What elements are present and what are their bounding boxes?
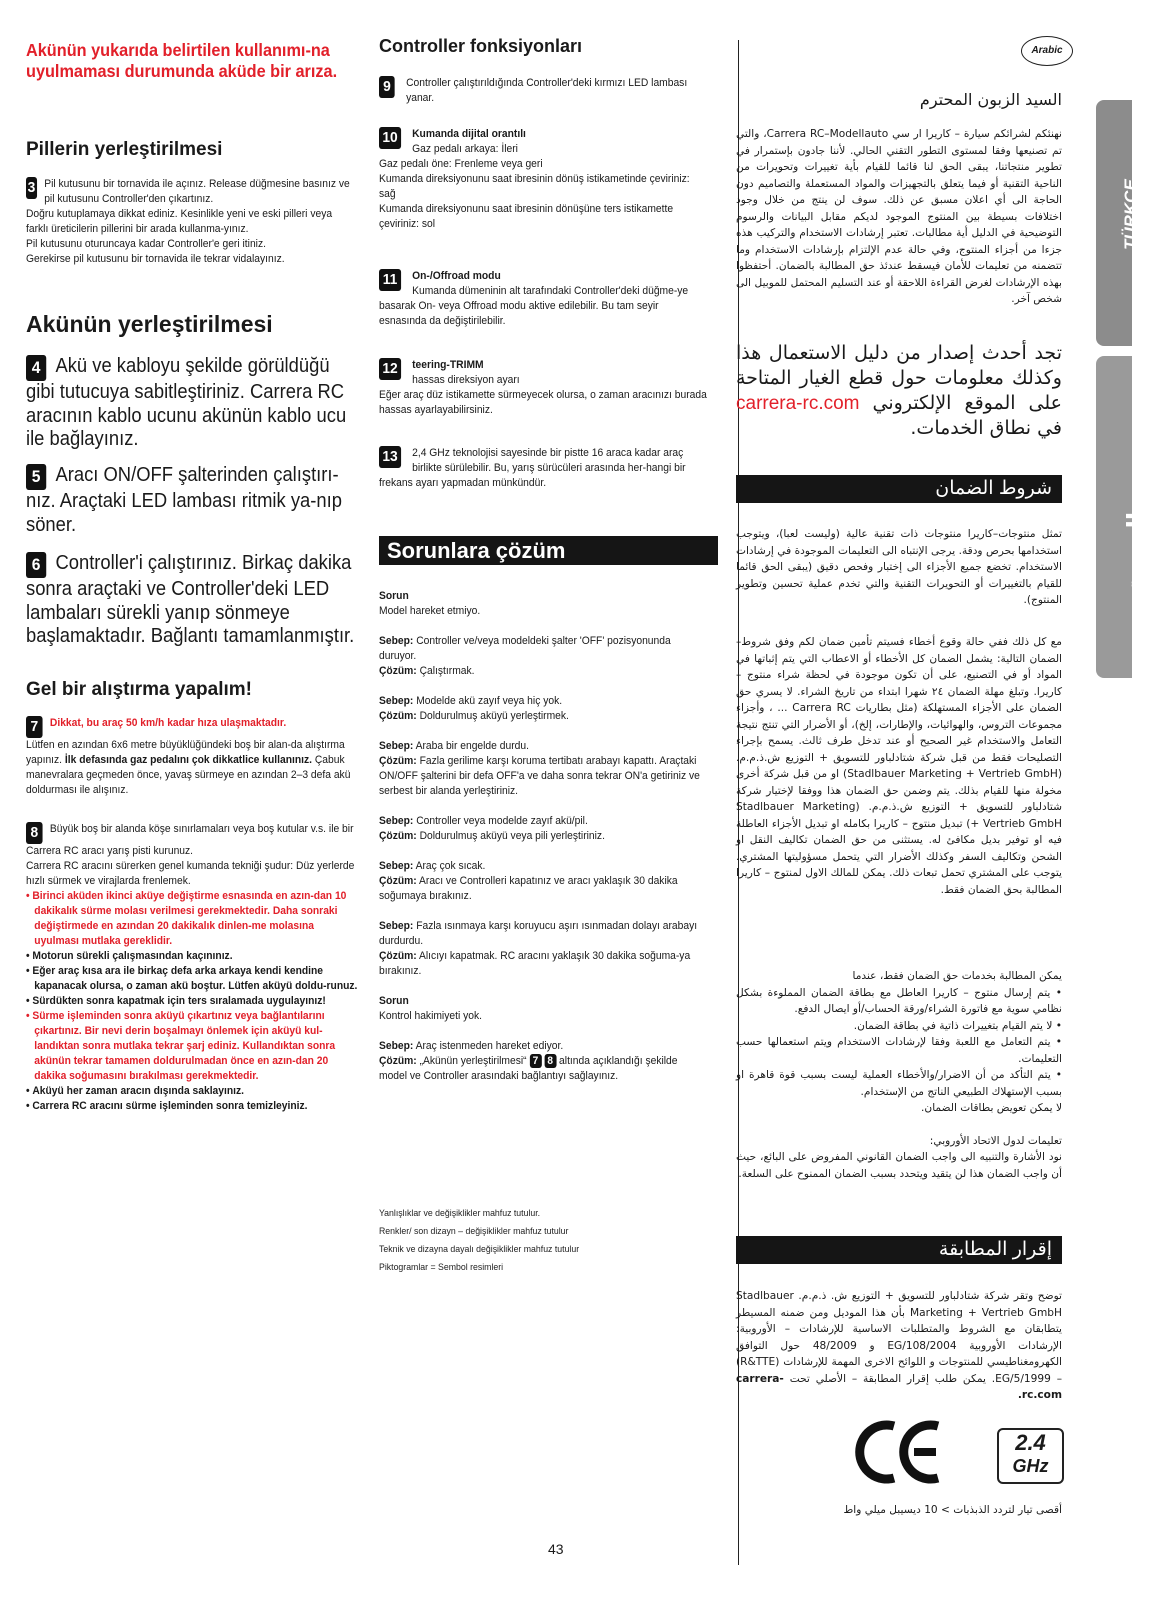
step-12-title: teering-TRIMM bbox=[412, 359, 484, 371]
cause-text: Controller ve/veya modeldeki şalter 'OFF' pozisyonunda duruyor. bbox=[379, 635, 671, 662]
step-5-text: Aracı ON/OFF şalterinden çalıştırı-nız. Araçtaki LED lambası ritmik ya-nıp söner. bbox=[26, 464, 342, 536]
problem-2-text: Kontrol hakimiyeti yok. bbox=[379, 1010, 482, 1022]
step-13-text: 2,4 GHz teknolojisi sayesinde bir pistte 16 araca kadar araç birlikte sürülebilir. Bu, yarış sürücüleri arasında her-hangi bir frekans ayarı yapmadan münkündür. bbox=[379, 447, 686, 489]
warranty-conditions bbox=[736, 968, 1062, 1182]
driving-rule-item: • Motorun sürekli çalışmasından kaçınınız. bbox=[26, 949, 359, 964]
cause-text: Araba bir engelde durdu. bbox=[415, 740, 529, 752]
language-badge: Arabic bbox=[1021, 36, 1073, 66]
solution-text: Doldurulmuş aküyü yerleştirmek. bbox=[419, 710, 569, 722]
last-cause-text: Araç istenmeden hareket ediyor. bbox=[415, 1040, 564, 1052]
manual-info-text: تجد أحدث إصدار من دليل الاستعمال هذا وكذلك معلومات حول قطع الغيار المتاحة على الموقع الإلكتروني bbox=[736, 342, 1062, 414]
warranty-conditions-list bbox=[736, 985, 1062, 1101]
warranty-conditions-intro: يمكن المطالبة بخدمات حق الضمان فقط، عندما bbox=[852, 970, 1062, 982]
solution-label: Çözüm: bbox=[379, 950, 417, 962]
step-3-badge: 3 bbox=[26, 177, 37, 199]
step-13-badge: 13 bbox=[379, 446, 401, 468]
cause-solution-entry bbox=[379, 739, 708, 799]
step-3-line-3: Pil kutusunu oturuncaya kadar Controller'e geri itiniz. bbox=[26, 238, 266, 250]
inline-badge-7: 7 bbox=[529, 1054, 541, 1068]
driving-rule-item: • Sürme işleminden sonra aküyü çıkartınız veya bağlantılarını çıkartınız. Bir nevi derin boşalmayı önlemek için aküyü kul-landıktan sonra mutlaka tekrar şarj ediniz. Kullandıktan sonra akünün tekrar tamamen doldurulmadan önce en azın-dan 20 dakika soğumasını bırakılması gerekmektedir. bbox=[26, 1009, 359, 1084]
step-7-text-2: Çabuk manevralara geçmeden önce, yavaş sürmeye en azından 2–3 defa akü doldurması ile alışınız. bbox=[26, 754, 351, 796]
step-12-line-2: Eğer araç düz istikamette sürmeyecek olursa, o zaman aracınızı burada hassas ayarlayabilirsiniz. bbox=[379, 389, 707, 416]
ghz-unit: GHz bbox=[1012, 1456, 1049, 1476]
step-8-text: Büyük boş bir alanda köşe sınırlamaları veya boş kutular v.s. ile bir Carrera RC aracı yarış pisti kurunuz. bbox=[26, 823, 354, 857]
step-5-badge: 5 bbox=[26, 464, 46, 490]
warranty-paragraph-2: مع كل ذلك ففي حالة وقوع أخطاء فسيتم تأمين ضمان لكم وفق شروط–الضمان التالية: يشمل الضمان كل الأخطاء أو الاعطاب التي يتم إثباتها في المواد أو في التصنيع، على أن تكون موجودة في لحظة شراء منتوج – كاريرا. وتبلغ مهلة الضمان ٢٤ شهرا ابتداء من تاريخ الشراء. لا يسري حق الضمان على الأجزاء المستهلكة (مثل بطاريات Carrera RC ... ، وأجزاء مجموعات التروس، والهوائيات، والإطارات، إلخ)، أو الأضرار التي تنتج نتيجة التعامل والاستخدام غير الصحيح أو عند تدخل طرف ثالث. يسمح بإجراء التصليحات فقط من قبل شركة شتادلباور للتسويق + التوزيع ش.ذ.م.م. (Stadlbauer Marketing + Vertrieb GmbH) او من قبل شركة أخرى مخولة منها للقيام بذلك. يتم وضمن حق الضمان هذا ووفقا لإختيار شركة شتادلباور للتسويق + التوزيع ش.ذ.م.م. (Stadlbauer Marketing Vertrieb GmbH +) تبديل منتوج – كاريرا بكامله او تبديل الأجزاء العاطلة فيه او توفير بديل مكافئ له. يستثنى من حق الضمان تكاليف النقل او الشحن وتكاليف السفر وكذلك الأضرار التي يتحمل مسؤوليتها المشتري. يتوجب على المشتري تحمل تبعات ذلك. يمكن للمالك الاول لمنتوج – كاريرا المطالبة بحق الضمان فقط. bbox=[736, 636, 1062, 896]
solution-label: Çözüm: bbox=[379, 755, 417, 767]
manual-info bbox=[736, 341, 1062, 441]
driving-rules-list bbox=[26, 889, 359, 1114]
solution-line bbox=[379, 709, 708, 724]
ghz-value: 2.4 bbox=[1015, 1430, 1046, 1455]
cause-solution-entry bbox=[379, 694, 708, 724]
step-10-line-3: Kumanda direksiyonunu saat ibresinin dönüş istikametinde çeviriniz: sağ bbox=[379, 173, 690, 200]
step-3-line-4: Gerekirse pil kutusunu bir tornavida ile tekrar vidalayınız. bbox=[26, 253, 285, 265]
tab-arabic[interactable] bbox=[1096, 356, 1150, 678]
cause-text: Controller veya modelde zayıf akü/pil. bbox=[416, 815, 588, 827]
tab-arabic-label: العربية bbox=[1122, 511, 1150, 591]
battery-warning-heading: Akünün yukarıda belirtilen kullanımı-na uyulmaması durumunda aküde bir arıza. bbox=[26, 40, 338, 81]
last-solution-text: altında açıklandığı şekilde model ve Controller arasındaki bağlantıyı sağlayınız. bbox=[379, 1055, 678, 1082]
step-7-badge: 7 bbox=[26, 716, 43, 738]
solution-line bbox=[379, 664, 708, 679]
step-11 bbox=[379, 269, 708, 329]
solution-line bbox=[379, 754, 708, 799]
warranty-condition-item bbox=[736, 1067, 1062, 1100]
step-8-after: Carrera RC aracını sürerken genel kumanda tekniği şudur: Düz yerlerde hızlı sürmek ve virajlarda frenlemek. bbox=[26, 860, 355, 887]
cause-solution-entry bbox=[379, 634, 708, 679]
step-4 bbox=[26, 355, 359, 452]
step-3-line-1: Pil kutusunu bir tornavida ile açınız. Release düğmesine basınız ve pil kutusunu Controller'den çıkartınız. bbox=[44, 178, 350, 205]
cause-solution-entry bbox=[379, 859, 708, 904]
step-13 bbox=[379, 446, 708, 491]
warranty-condition-text: يتم التأكد من أن الاضرار/والأخطاء العملية ليست بسبب قوة قاهرة او بسبب الإستهلاك الطبيعي الناتج من الإستخدام. bbox=[736, 1069, 1062, 1098]
warranty-condition-item bbox=[736, 985, 1062, 1018]
practice-title: Gel bir alıştırma yapalım! bbox=[26, 679, 252, 700]
ghz-badge bbox=[997, 1428, 1064, 1484]
problem-2-label: Sorun bbox=[379, 995, 409, 1007]
cause-text: Araç çok sıcak. bbox=[415, 860, 486, 872]
step-8-badge: 8 bbox=[26, 822, 43, 844]
problem-1-text: Model hareket etmiyo. bbox=[379, 605, 481, 617]
cause-label: Sebep: bbox=[379, 1040, 414, 1052]
step-12 bbox=[379, 358, 708, 418]
ce-mark-icon bbox=[852, 1418, 944, 1486]
page-number: 43 bbox=[548, 1541, 564, 1557]
last-solution bbox=[379, 1054, 708, 1084]
warranty-condition-text: يتم إرسال منتوج – كاريرا العاطل مع بطاقة الضمان المملوءة بشكل نظامي سوية مع فاتورة الشراء/ورقة الحساب/أو ايصال الدفع. bbox=[736, 986, 1062, 1015]
cause-label: Sebep: bbox=[379, 920, 414, 932]
cause-text: Modelde akü zayıf veya hiç yok. bbox=[416, 695, 563, 707]
step-12-line-1: hassas direksiyon ayarı bbox=[412, 374, 520, 386]
step-9-badge: 9 bbox=[379, 76, 395, 98]
step-4-badge: 4 bbox=[26, 355, 46, 381]
step-7 bbox=[26, 716, 359, 798]
last-solution-ref: „Akünün yerleştirilmesi“ bbox=[419, 1055, 527, 1067]
warranty-paragraph-1: تمثل منتوجات–كاريرا منتوجات ذات تقنية عالية (وليست لعبا)، ويتوجب استخدامها بحرص ودقة. يرجى الإنتباه الى التعليمات الموجودة في إرشادات الاستخدام. تخضع جميع الأجزاء الى إختبار وفحص دقيق (يبقى الحق قائما للقيام بالتغييرات أو التحويرات التقنية والتي تخدم عملية تحسين وتطوير المنتوج). bbox=[736, 528, 1062, 606]
warranty-condition-item bbox=[736, 1018, 1062, 1035]
driving-rule-item: • Sürdükten sonra kapatmak için ters sıralamada uygulayınız! bbox=[26, 994, 359, 1009]
step-11-text: Kumanda dümeninin alt tarafındaki Controller'deki düğme-ye basarak On- veya Offroad modu aktive edilebilir. Bu tam seyir esnasında da değiştirilebilir. bbox=[379, 285, 689, 327]
website-link[interactable]: carrera-rc.com bbox=[736, 393, 860, 414]
cause-line bbox=[379, 859, 708, 874]
conformity-link[interactable]: carrera-rc.com. bbox=[736, 1372, 1062, 1401]
step-9-text: Controller çalıştırıldığında Controller'deki kırmızı LED lambası yanar. bbox=[406, 77, 688, 104]
step-6-text: Controller'i çalıştırınız. Birkaç dakika sonra araçtaki ve Controller'deki LED lambaları sürekli yanıp sönmeye başlamaktadır. Bağlantı tamamlanmıştır. bbox=[26, 552, 355, 647]
problem-1-label: Sorun bbox=[379, 590, 409, 602]
step-10-line-2: Gaz pedalı öne: Frenleme veya geri bbox=[379, 158, 543, 170]
step-7-warning: Dikkat, bu araç 50 km/h kadar hıza ulaşmaktadır. bbox=[49, 717, 287, 729]
step-7-bold: İlk defasında gaz pedalını çok dikkatlice kullanınız. bbox=[64, 754, 313, 766]
cause-text: Fazla ısınmaya karşı koruyucu aşırı ısınmadan dolayı arabayı durdurdu. bbox=[379, 920, 698, 947]
step-10-line-4: Kumanda direksiyonunu saat ibresinin dönüşüne ters istikamette çeviriniz: sol bbox=[379, 203, 674, 230]
tab-turkish[interactable] bbox=[1096, 100, 1140, 346]
step-3 bbox=[26, 177, 357, 267]
cause-line bbox=[379, 739, 708, 754]
step-10-badge: 10 bbox=[379, 127, 401, 149]
driving-rule-item: • Birinci aküden ikinci aküye değiştirme esnasında en azın-dan 10 dakikalık sürme molası verilmesi gerekmektedir. Daha sonraki değiştirmede en azından 20 dakikalık dinlen-me molasına uyulması mutlaka gereklidir. bbox=[26, 889, 359, 949]
cause-label: Sebep: bbox=[379, 860, 414, 872]
cause-label: Sebep: bbox=[379, 695, 414, 707]
cause-line bbox=[379, 694, 708, 709]
battery-install-title: Akünün yerleştirilmesi bbox=[26, 311, 273, 337]
cause-solution-entries bbox=[379, 634, 708, 979]
driving-rule-item: • Carrera RC aracını sürme işleminden sonra temizleyiniz. bbox=[26, 1099, 359, 1114]
step-3-line-2: Doğru kutuplamaya dikkat ediniz. Kesinlikle yeni ve eski pilleri veya farklı üreticilerin pillerini bir arada kullanma-yınız. bbox=[26, 208, 333, 235]
bullet-icon: • bbox=[1052, 1019, 1062, 1032]
fineprint-line: Piktogramlar = Sembol resimleri bbox=[379, 1262, 504, 1273]
step-9 bbox=[379, 76, 708, 106]
step-10-line-1: Gaz pedalı arkaya: İleri bbox=[412, 143, 518, 155]
inline-badge-8: 8 bbox=[544, 1054, 556, 1068]
bullet-icon: • bbox=[1050, 986, 1062, 999]
solution-line bbox=[379, 874, 708, 904]
fineprint-line: Renkler/ son dizayn – değişiklikler mahfuz tutulur bbox=[379, 1226, 569, 1237]
step-7-text-1: Lütfen en azından 6x6 metre büyüklüğündeki boş bir alan-da alıştırma yapınız. bbox=[26, 739, 345, 766]
conformity-title: إقرار المطابقة bbox=[736, 1236, 1062, 1264]
fineprint bbox=[379, 1205, 708, 1277]
controller-functions-title: Controller fonksiyonları bbox=[379, 36, 583, 56]
solution-line bbox=[379, 949, 708, 979]
cause-line bbox=[379, 919, 708, 949]
step-12-badge: 12 bbox=[379, 358, 401, 380]
step-11-title: On-/Offroad modu bbox=[412, 270, 501, 282]
cause-solution-entry bbox=[379, 814, 708, 844]
solution-label: Çözüm: bbox=[379, 665, 417, 677]
manual-info-end: في نطاق الخدمات. bbox=[910, 417, 1062, 439]
warranty-title: شروط الضمان bbox=[736, 475, 1062, 503]
tab-turkish-label: TÜRKÇE bbox=[1121, 179, 1140, 250]
troubleshooting-title: Sorunlara çözüm bbox=[379, 536, 718, 565]
solution-line bbox=[379, 829, 708, 844]
bullet-icon: • bbox=[1050, 1069, 1062, 1081]
solution-label: Çözüm: bbox=[379, 710, 417, 722]
greeting: السيد الزبون المحترم bbox=[919, 90, 1062, 109]
warranty-note: لا يمكن تعويض بطاقات الضمان. bbox=[921, 1102, 1062, 1114]
power-note: أقصى تيار لتردد الذبذبات > 10 ديسيبل ميلي واط bbox=[843, 1504, 1062, 1516]
step-8 bbox=[26, 822, 359, 1114]
cause-label: Sebep: bbox=[379, 815, 414, 827]
step-6-badge: 6 bbox=[26, 552, 46, 578]
driving-rule-item: • Eğer araç kısa ara ile birkaç defa arka arkaya kendi kendine kapanacak olursa, o zaman akü boştur. Lütfen aküyü doldu-runuz. bbox=[26, 964, 359, 994]
cause-label: Sebep: bbox=[379, 740, 414, 752]
solution-text: Fazla gerilime karşı koruma tertibatı arabayı kapattı. Araçtaki ON/OFF şalterini bir defa OFF'a ve daha sonra tekrar ON'a getiriniz ve serbest bir alanda yerleştiriniz. bbox=[379, 755, 700, 797]
solution-label: Çözüm: bbox=[379, 1055, 417, 1067]
cause-line bbox=[379, 814, 708, 829]
warranty-condition-text: لا يتم القيام بتغييرات ذاتية في بطاقة الضمان. bbox=[853, 1019, 1053, 1032]
solution-text: Doldurulmuş aküyü veya pili yerleştiriniz. bbox=[419, 830, 605, 842]
conformity-paragraph: توضح وتقر شركة شتادلباور للتسويق + التوزيع ش. ذ.م.م. Stadlbauer Marketing + Vertrieb GmbH بأن هذا الموديل ومن ضمنه المسيطر يتطابقان مع الشروط والمتطلبات الاساسية للإرشادات – الأوروبية: الإرشادات الأوروبية EG/108/2004 و 48/2009 حول التوافق الكهرومغناطيسي للمنتوجات و اللوائح الاخرى المهمة للإرشادات (R&TTE) – EG/5/1999. bbox=[736, 1290, 1063, 1385]
cause-line bbox=[379, 634, 708, 664]
bullet-icon: • bbox=[1050, 1036, 1062, 1048]
solution-text: Çalıştırmak. bbox=[419, 665, 475, 677]
step-5 bbox=[26, 464, 359, 537]
eu-text: نود الأشارة والتنبيه الى واجب الضمان القانوني المفروض على البائع، حيث أن واجب الضمان هذا لن يتقيد ويتحدد بسبب الضمان الممنوح على السلعة. bbox=[736, 1151, 1062, 1180]
step-10-title: Kumanda dijital orantılı bbox=[412, 128, 526, 140]
step-4-text: Akü ve kabloyu şekilde görüldüğü gibi tutucuya sabitleştiriniz. Carrera RC aracının kablo ucunu akünün kablo ucu ile bağlayınız. bbox=[26, 355, 347, 450]
solution-text: Aracı ve Controlleri kapatınız ve aracı yaklaşık 30 dakika soğumaya bırakınız. bbox=[379, 875, 678, 902]
step-10 bbox=[379, 127, 708, 232]
solution-label: Çözüm: bbox=[379, 875, 417, 887]
cause-label: Sebep: bbox=[379, 635, 414, 647]
conformity-text bbox=[736, 1288, 1062, 1404]
intro-paragraph: نهنئكم لشرائكم سيارة – كاريرا ار سي Carrera RC–Modellauto، والتي تم تصنيعها وفقا لمستوى التطور التقني الحالي. لأننا جادون بإستمرار في تطوير منتجاتنا، يبقى الحق لنا قائما للقيام بأية تغييرات وتحويرات من الناحية التقنية أو فيما يتعلق بالتجهيزات والمواد المستعملة والتصاميم دون الحاجة الى أي اعلان مسبق عن ذلك. سوف لن ينتج من خلال وجود اختلافات بسيطة بين المنتوج الموجود لديكم مقابل البيانات والرسوم التوضيحية في الدليل أية مطالبات. تعتبر إرشادات الاستخدام والتركيب هذه جزءا من أجزاء المنتوج، وفي حالة عدم الإلتزام بإرشادات الاستخدام وما تتضمنه من تعليمات للأمان فيسقط عندئذ حق المطالبة بالضمان. أحتفظوا بهذه الإرشادات لغرض القراءة اللاحقة أو عند التسليم المحتمل للموبيل الى شخص آخر. bbox=[736, 128, 1063, 305]
troubleshooting-list bbox=[379, 589, 708, 1084]
warranty-condition-text: يتم التعامل مع اللعبة وفقا لإرشادات الاستخدام ويتم استعمالها حسب التعليمات. bbox=[736, 1036, 1062, 1065]
conformity-link-text: يمكن طلب إقرار المطابقة – الأصلي تحت bbox=[789, 1372, 986, 1385]
fineprint-line: Teknik ve dizayna dayalı değişiklikler mahfuz tutulur bbox=[379, 1244, 580, 1255]
fineprint-line: Yanlışlıklar ve değişiklikler mahfuz tutulur. bbox=[379, 1208, 541, 1219]
cause-solution-entry bbox=[379, 919, 708, 979]
solution-label: Çözüm: bbox=[379, 830, 417, 842]
warranty-condition-item bbox=[736, 1034, 1062, 1067]
driving-rule-item: • Aküyü her zaman aracın dışında saklayınız. bbox=[26, 1084, 359, 1099]
step-6 bbox=[26, 552, 359, 649]
solution-text: Alıcıyı kapatmak. RC aracını yaklaşık 30 dakika soğuma-ya bırakınız. bbox=[379, 950, 691, 977]
last-cause bbox=[379, 1039, 708, 1054]
step-11-badge: 11 bbox=[379, 269, 401, 291]
eu-title: تعليمات لدول الاتحاد الأوروبي: bbox=[929, 1134, 1062, 1147]
batteries-title: Pillerin yerleştirilmesi bbox=[26, 139, 223, 160]
